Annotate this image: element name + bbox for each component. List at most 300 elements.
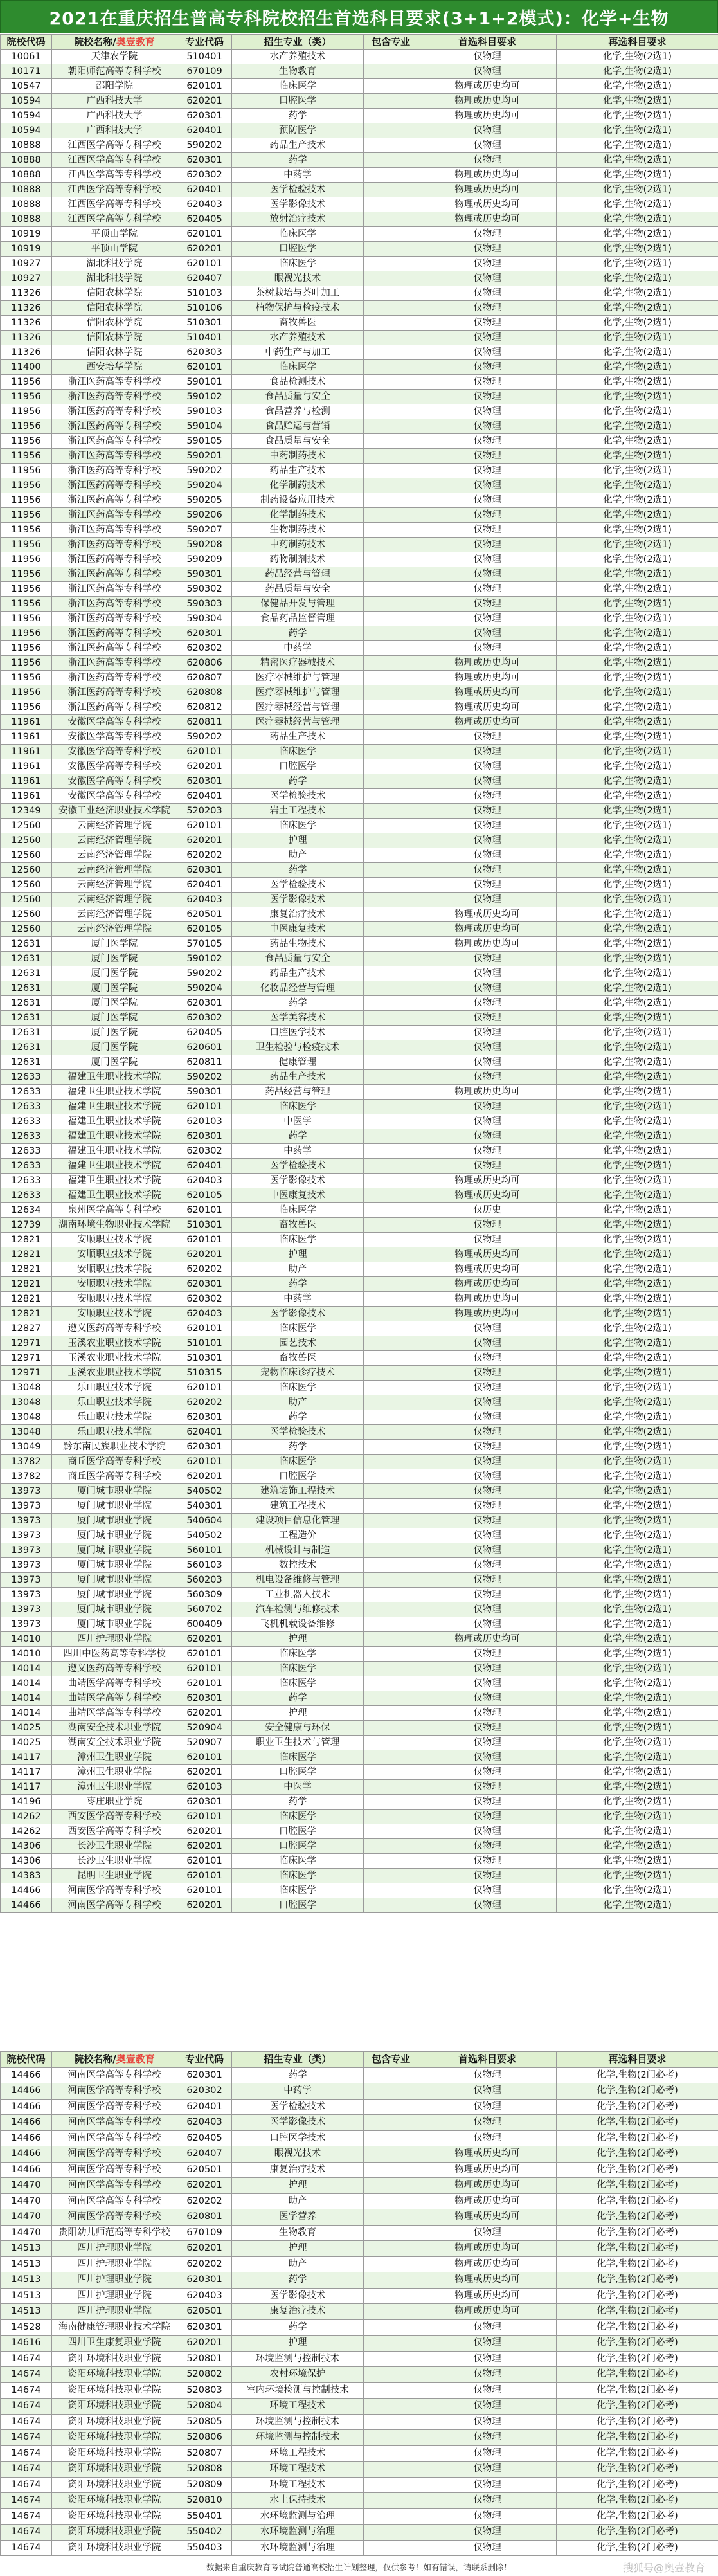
cell-included: [364, 50, 418, 64]
table-row: [1, 922, 718, 937]
cell-name: 朝阳师范高等专科学校: [52, 64, 177, 79]
cell-code: 12971: [1, 1351, 52, 1366]
cell-second: 化学,生物(2选1): [557, 331, 718, 345]
cell-code: 14674: [1, 2414, 52, 2430]
table-row: [1, 1558, 718, 1573]
cell-major: 健康管理: [232, 1055, 364, 1070]
cell-name: 信阳农林学院: [52, 301, 177, 316]
cell-code: 11956: [1, 685, 52, 700]
cell-major: 眼视光技术: [232, 2146, 364, 2163]
table-row: [1, 2304, 718, 2320]
cell-included: [364, 1085, 418, 1100]
cell-name: 河南医学高等专科学校: [52, 2162, 177, 2178]
table-row: [1, 1425, 718, 1440]
cell-first: 仅物理: [418, 1499, 557, 1514]
table-row: [1, 242, 718, 257]
cell-major: 口腔医学: [232, 1824, 364, 1839]
cell-major: 中药学: [232, 1292, 364, 1307]
table-row: [1, 2067, 718, 2083]
cell-included: [364, 1632, 418, 1647]
cell-code: 14306: [1, 1839, 52, 1854]
cell-second: 化学,生物(2选1): [557, 301, 718, 316]
cell-second: 化学,生物(2选1): [557, 79, 718, 94]
cell-included: [364, 1617, 418, 1632]
header-code: 院校代码: [1, 35, 52, 50]
cell-major-code: 620301: [177, 863, 232, 878]
cell-first: 仅物理: [418, 508, 557, 523]
table-row: [1, 907, 718, 922]
cell-first: 仅物理: [418, 1647, 557, 1662]
cell-name: 河南医学高等专科学校: [52, 1883, 177, 1898]
cell-major: 医学检验技术: [232, 1425, 364, 1440]
cell-included: [364, 360, 418, 375]
table-row: [1, 2272, 718, 2289]
cell-second: 化学,生物(2选1): [557, 745, 718, 759]
cell-code: 10171: [1, 64, 52, 79]
cell-second: 化学,生物(2选1): [557, 937, 718, 952]
table-row: [1, 1011, 718, 1026]
cell-code: 11956: [1, 626, 52, 641]
cell-major-code: 620101: [177, 360, 232, 375]
cell-name: 河南医学高等专科学校: [52, 2083, 177, 2100]
cell-first: 仅物理: [418, 316, 557, 331]
cell-second: 化学,生物(2选1): [557, 774, 718, 789]
cell-name: 江西医学高等专科学校: [52, 197, 177, 212]
cell-major: 助产: [232, 1395, 364, 1410]
cell-second: 化学,生物(2选1): [557, 493, 718, 508]
cell-major-code: 620301: [177, 109, 232, 123]
cell-second: 化学,生物(2选1): [557, 1839, 718, 1854]
cell-major: 生物教育: [232, 64, 364, 79]
cell-first: 仅物理: [418, 2399, 557, 2415]
table-row: [1, 848, 718, 863]
cell-included: [364, 1469, 418, 1484]
cell-included: [364, 1780, 418, 1795]
cell-first: 物理或历史均可: [418, 1292, 557, 1307]
cell-name: 资阳环境科技职业学院: [52, 2445, 177, 2462]
cell-major: 中医学: [232, 1114, 364, 1129]
table-row: [1, 833, 718, 848]
cell-major-code: 520805: [177, 2414, 232, 2430]
table-row: [1, 197, 718, 212]
cell-major-code: 620806: [177, 656, 232, 671]
table-row: [1, 1203, 718, 1218]
table-row: [1, 478, 718, 493]
table-row: [1, 715, 718, 730]
cell-included: [364, 1765, 418, 1780]
cell-included: [364, 1662, 418, 1676]
cell-major: 中药学: [232, 1144, 364, 1159]
cell-major: 中药制药技术: [232, 449, 364, 464]
table-row: [1, 2430, 718, 2446]
cell-included: [364, 612, 418, 626]
cell-first: 仅物理: [418, 1144, 557, 1159]
cell-name: 江西医学高等专科学校: [52, 153, 177, 168]
cell-first: 仅物理: [418, 2115, 557, 2131]
cell-included: [364, 552, 418, 567]
table-row: [1, 1869, 718, 1883]
cell-name: 云南经济管理学院: [52, 893, 177, 907]
cell-second: 化学,生物(2选1): [557, 1883, 718, 1898]
cell-second: 化学,生物(2选1): [557, 1898, 718, 1913]
cell-code: 13048: [1, 1395, 52, 1410]
cell-second: 化学,生物(2选1): [557, 656, 718, 671]
cell-included: [364, 1750, 418, 1765]
cell-code: 14383: [1, 1869, 52, 1883]
cell-second: 化学,生物(2选1): [557, 1617, 718, 1632]
cell-second: 化学,生物(2选1): [557, 833, 718, 848]
table-row: [1, 1810, 718, 1824]
cell-major: 医疗器械维护与管理: [232, 685, 364, 700]
cell-second: 化学,生物(2选1): [557, 64, 718, 79]
cell-first: 仅物理: [418, 1676, 557, 1691]
cell-name: 曲靖医学高等专科学校: [52, 1691, 177, 1706]
cell-second: 化学,生物(2选1): [557, 1765, 718, 1780]
table-row: [1, 360, 718, 375]
cell-code: 12821: [1, 1262, 52, 1277]
cell-first: 物理或历史均可: [418, 2162, 557, 2178]
cell-included: [364, 2540, 418, 2556]
cell-included: [364, 2525, 418, 2541]
cell-name: 浙江医药高等专科学校: [52, 523, 177, 538]
cell-major-code: 510301: [177, 1218, 232, 1233]
cell-code: 12631: [1, 981, 52, 996]
cell-major: 药品生产技术: [232, 464, 364, 478]
cell-first: 仅物理: [418, 375, 557, 390]
cell-second: 化学,生物(2选1): [557, 1484, 718, 1499]
cell-major: 环境监测与控制技术: [232, 2430, 364, 2446]
cell-first: 仅物理: [418, 1055, 557, 1070]
cell-major-code: 520803: [177, 2382, 232, 2399]
table-row: [1, 390, 718, 404]
cell-major-code: 620405: [177, 1026, 232, 1040]
cell-first: 仅物理: [418, 123, 557, 138]
cell-second: 化学,生物(2门必考): [557, 2319, 718, 2336]
cell-first: 仅物理: [418, 878, 557, 893]
header-second: 再选科目要求: [557, 35, 718, 50]
cell-name: 浙江医药高等专科学校: [52, 626, 177, 641]
cell-major-code: 620403: [177, 1307, 232, 1321]
table-row: [1, 538, 718, 552]
cell-major: 临床医学: [232, 745, 364, 759]
cell-major: 助产: [232, 2256, 364, 2272]
cell-major: 护理: [232, 1706, 364, 1721]
cell-first: 仅物理: [418, 626, 557, 641]
cell-major-code: 620201: [177, 94, 232, 109]
cell-code: 12633: [1, 1174, 52, 1188]
cell-second: 化学,生物(2选1): [557, 464, 718, 478]
cell-major-code: 520907: [177, 1736, 232, 1750]
cell-code: 12349: [1, 804, 52, 819]
cell-code: 14528: [1, 2319, 52, 2336]
cell-major: 医疗器械经营与管理: [232, 715, 364, 730]
cell-major: 口腔医学技术: [232, 1026, 364, 1040]
cell-second: 化学,生物(2门必考): [557, 2525, 718, 2541]
cell-major: 保健品开发与管理: [232, 597, 364, 612]
cell-major-code: 590208: [177, 538, 232, 552]
cell-first: 仅物理: [418, 2382, 557, 2399]
cell-major: 药学: [232, 626, 364, 641]
cell-major-code: 620401: [177, 183, 232, 197]
cell-included: [364, 937, 418, 952]
cell-included: [364, 1055, 418, 1070]
cell-included: [364, 2256, 418, 2272]
cell-name: 福建卫生职业技术学院: [52, 1114, 177, 1129]
cell-first: 仅物理: [418, 1588, 557, 1602]
table-row: [1, 345, 718, 360]
cell-code: 12560: [1, 863, 52, 878]
cell-second: 化学,生物(2选1): [557, 168, 718, 183]
table-row: [1, 2336, 718, 2352]
cell-major-code: 620101: [177, 1233, 232, 1247]
cell-major: 护理: [232, 1632, 364, 1647]
cell-included: [364, 819, 418, 833]
cell-included: [364, 271, 418, 286]
cell-major-code: 620301: [177, 1795, 232, 1810]
cell-code: 11956: [1, 419, 52, 434]
cell-second: 化学,生物(2选1): [557, 1558, 718, 1573]
cell-major-code: 550402: [177, 2525, 232, 2541]
cell-second: 化学,生物(2选1): [557, 523, 718, 538]
cell-major-code: 520801: [177, 2351, 232, 2367]
cell-first: 仅物理: [418, 1691, 557, 1706]
cell-code: 12633: [1, 1159, 52, 1174]
table-row: [1, 2241, 718, 2257]
cell-name: 厦门医学院: [52, 1026, 177, 1040]
cell-name: 浙江医药高等专科学校: [52, 685, 177, 700]
header-name-prefix: 院校名称/: [74, 35, 116, 48]
cell-second: 化学,生物(2选1): [557, 1144, 718, 1159]
cell-major: 口腔医学: [232, 759, 364, 774]
cell-name: 浙江医药高等专科学校: [52, 538, 177, 552]
cell-second: 化学,生物(2选1): [557, 1573, 718, 1588]
cell-second: 化学,生物(2选1): [557, 1366, 718, 1381]
cell-first: 仅物理: [418, 597, 557, 612]
cell-first: 物理或历史均可: [418, 2241, 557, 2257]
table-row: [1, 1824, 718, 1839]
cell-first: 仅物理: [418, 774, 557, 789]
cell-included: [364, 1203, 418, 1218]
cell-included: [364, 1795, 418, 1810]
cell-included: [364, 1159, 418, 1174]
cell-name: 福建卫生职业技术学院: [52, 1070, 177, 1085]
cell-code: 10927: [1, 257, 52, 271]
table-row: [1, 331, 718, 345]
cell-second: 化学,生物(2选1): [557, 671, 718, 685]
table-second: [0, 2051, 718, 2556]
cell-first: 仅物理: [418, 1100, 557, 1114]
cell-name: 厦门城市职业学院: [52, 1573, 177, 1588]
cell-code: 11326: [1, 316, 52, 331]
cell-major-code: 620105: [177, 1188, 232, 1203]
cell-major-code: 620201: [177, 1247, 232, 1262]
cell-first: 物理或历史均可: [418, 922, 557, 937]
cell-major: 护理: [232, 2336, 364, 2352]
header-name-prefix: 院校名称/: [74, 2053, 116, 2065]
cell-included: [364, 582, 418, 597]
cell-name: 安徽医学高等专科学校: [52, 730, 177, 745]
cell-second: 化学,生物(2选1): [557, 715, 718, 730]
table-row: [1, 819, 718, 833]
cell-included: [364, 212, 418, 227]
table-row: [1, 612, 718, 626]
cell-major: 水环境监测与治理: [232, 2540, 364, 2556]
table-row: [1, 257, 718, 271]
page-title: 2021在重庆招生普高专科院校招生首选科目要求(3+1+2模式)：化学+生物: [0, 0, 718, 33]
cell-second: 化学,生物(2选1): [557, 375, 718, 390]
cell-first: 仅物理: [418, 2083, 557, 2100]
cell-code: 12631: [1, 952, 52, 966]
cell-major: 护理: [232, 833, 364, 848]
cell-name: 云南经济管理学院: [52, 848, 177, 863]
cell-included: [364, 759, 418, 774]
cell-name: 厦门城市职业学院: [52, 1543, 177, 1558]
table-row: [1, 1691, 718, 1706]
cell-included: [364, 538, 418, 552]
cell-major: 药学: [232, 153, 364, 168]
cell-first: 仅物理: [418, 1883, 557, 1898]
cell-included: [364, 1898, 418, 1913]
cell-name: 漳州卫生职业学院: [52, 1765, 177, 1780]
cell-included: [364, 183, 418, 197]
table-row: [1, 1351, 718, 1366]
cell-code: 14674: [1, 2399, 52, 2415]
cell-major: 医学营养: [232, 2209, 364, 2226]
cell-included: [364, 907, 418, 922]
cell-major-code: 590301: [177, 567, 232, 582]
cell-name: 平顶山学院: [52, 242, 177, 257]
table-row: [1, 449, 718, 464]
cell-major-code: 620101: [177, 1883, 232, 1898]
cell-first: 仅物理: [418, 2430, 557, 2446]
cell-first: 仅物理: [418, 1410, 557, 1425]
cell-included: [364, 878, 418, 893]
table-row: [1, 2508, 718, 2525]
cell-major: 药学: [232, 2319, 364, 2336]
cell-major: 医疗器械经营与管理: [232, 700, 364, 715]
cell-code: 11956: [1, 478, 52, 493]
cell-code: 14466: [1, 2099, 52, 2115]
table-row: [1, 759, 718, 774]
table-row: [1, 745, 718, 759]
cell-major: 临床医学: [232, 227, 364, 242]
cell-second: 化学,生物(2选1): [557, 626, 718, 641]
cell-name: 乐山职业技术学院: [52, 1381, 177, 1395]
cell-code: 12971: [1, 1366, 52, 1381]
cell-included: [364, 138, 418, 153]
cell-code: 14466: [1, 2146, 52, 2163]
cell-major: 临床医学: [232, 1321, 364, 1336]
cell-first: 仅物理: [418, 1765, 557, 1780]
cell-first: 仅物理: [418, 1617, 557, 1632]
cell-major-code: 510103: [177, 286, 232, 301]
cell-major-code: 620101: [177, 745, 232, 759]
cell-name: 玉溪农业职业技术学院: [52, 1336, 177, 1351]
table-body: [1, 50, 718, 1913]
cell-name: 乐山职业技术学院: [52, 1395, 177, 1410]
cell-major-code: 620301: [177, 626, 232, 641]
cell-code: 14513: [1, 2304, 52, 2320]
cell-name: 四川护理职业学院: [52, 2304, 177, 2320]
table-row: [1, 1159, 718, 1174]
cell-second: 化学,生物(2选1): [557, 981, 718, 996]
cell-first: 仅物理: [418, 2445, 557, 2462]
table-row: [1, 952, 718, 966]
cell-second: 化学,生物(2门必考): [557, 2493, 718, 2509]
cell-name: 四川护理职业学院: [52, 2288, 177, 2304]
cell-code: 14014: [1, 1706, 52, 1721]
cell-second: 化学,生物(2选1): [557, 1721, 718, 1736]
cell-major: 食品贮运与营销: [232, 419, 364, 434]
cell-second: 化学,生物(2选1): [557, 1676, 718, 1691]
cell-major: 药品质量与安全: [232, 582, 364, 597]
table-row: [1, 2399, 718, 2415]
cell-code: 13973: [1, 1484, 52, 1499]
cell-first: 仅物理: [418, 1425, 557, 1440]
table-row: [1, 1321, 718, 1336]
cell-major: 临床医学: [232, 1869, 364, 1883]
table-row: [1, 1469, 718, 1484]
cell-major: 建筑工程技术: [232, 1499, 364, 1514]
cell-name: 曲靖医学高等专科学校: [52, 1706, 177, 1721]
cell-first: 仅物理: [418, 1736, 557, 1750]
cell-code: 11961: [1, 730, 52, 745]
cell-major-code: 520802: [177, 2367, 232, 2383]
cell-first: 仅物理: [418, 2351, 557, 2367]
cell-code: 10888: [1, 183, 52, 197]
cell-code: 11956: [1, 538, 52, 552]
cell-second: 化学,生物(2选1): [557, 1543, 718, 1558]
cell-name: 信阳农林学院: [52, 345, 177, 360]
cell-second: 化学,生物(2选1): [557, 996, 718, 1011]
cell-first: 仅物理: [418, 1129, 557, 1144]
cell-code: 14470: [1, 2178, 52, 2194]
cell-first: 仅物理: [418, 50, 557, 64]
cell-code: 14466: [1, 2067, 52, 2083]
cell-code: 14196: [1, 1795, 52, 1810]
cell-major: 畜牧兽医: [232, 1218, 364, 1233]
cell-major-code: 620201: [177, 1469, 232, 1484]
header-first: 首选科目要求: [418, 35, 557, 50]
cell-first: 仅物理: [418, 523, 557, 538]
cell-first: 仅物理: [418, 153, 557, 168]
cell-major-code: 620301: [177, 2319, 232, 2336]
table-row: [1, 2288, 718, 2304]
cell-major-code: 550403: [177, 2540, 232, 2556]
cell-major-code: 520804: [177, 2399, 232, 2415]
cell-major: 临床医学: [232, 1100, 364, 1114]
table-row: [1, 1795, 718, 1810]
table-row: [1, 183, 718, 197]
cell-major-code: 620202: [177, 2256, 232, 2272]
cell-first: 仅物理: [418, 449, 557, 464]
cell-major-code: 620501: [177, 907, 232, 922]
cell-code: 14466: [1, 2115, 52, 2131]
cell-first: 物理或历史均可: [418, 907, 557, 922]
table-row: [1, 981, 718, 996]
header-name-suffix: 奥壹教育: [116, 2053, 155, 2065]
cell-name: 泉州医学高等专科学校: [52, 1203, 177, 1218]
table-row: [1, 109, 718, 123]
table-row: [1, 1381, 718, 1395]
cell-first: 物理或历史均可: [418, 671, 557, 685]
table-row: [1, 271, 718, 286]
cell-name: 浙江医药高等专科学校: [52, 375, 177, 390]
cell-second: 化学,生物(2选1): [557, 419, 718, 434]
cell-major-code: 590303: [177, 597, 232, 612]
cell-code: 14513: [1, 2256, 52, 2272]
cell-major-code: 620201: [177, 1824, 232, 1839]
